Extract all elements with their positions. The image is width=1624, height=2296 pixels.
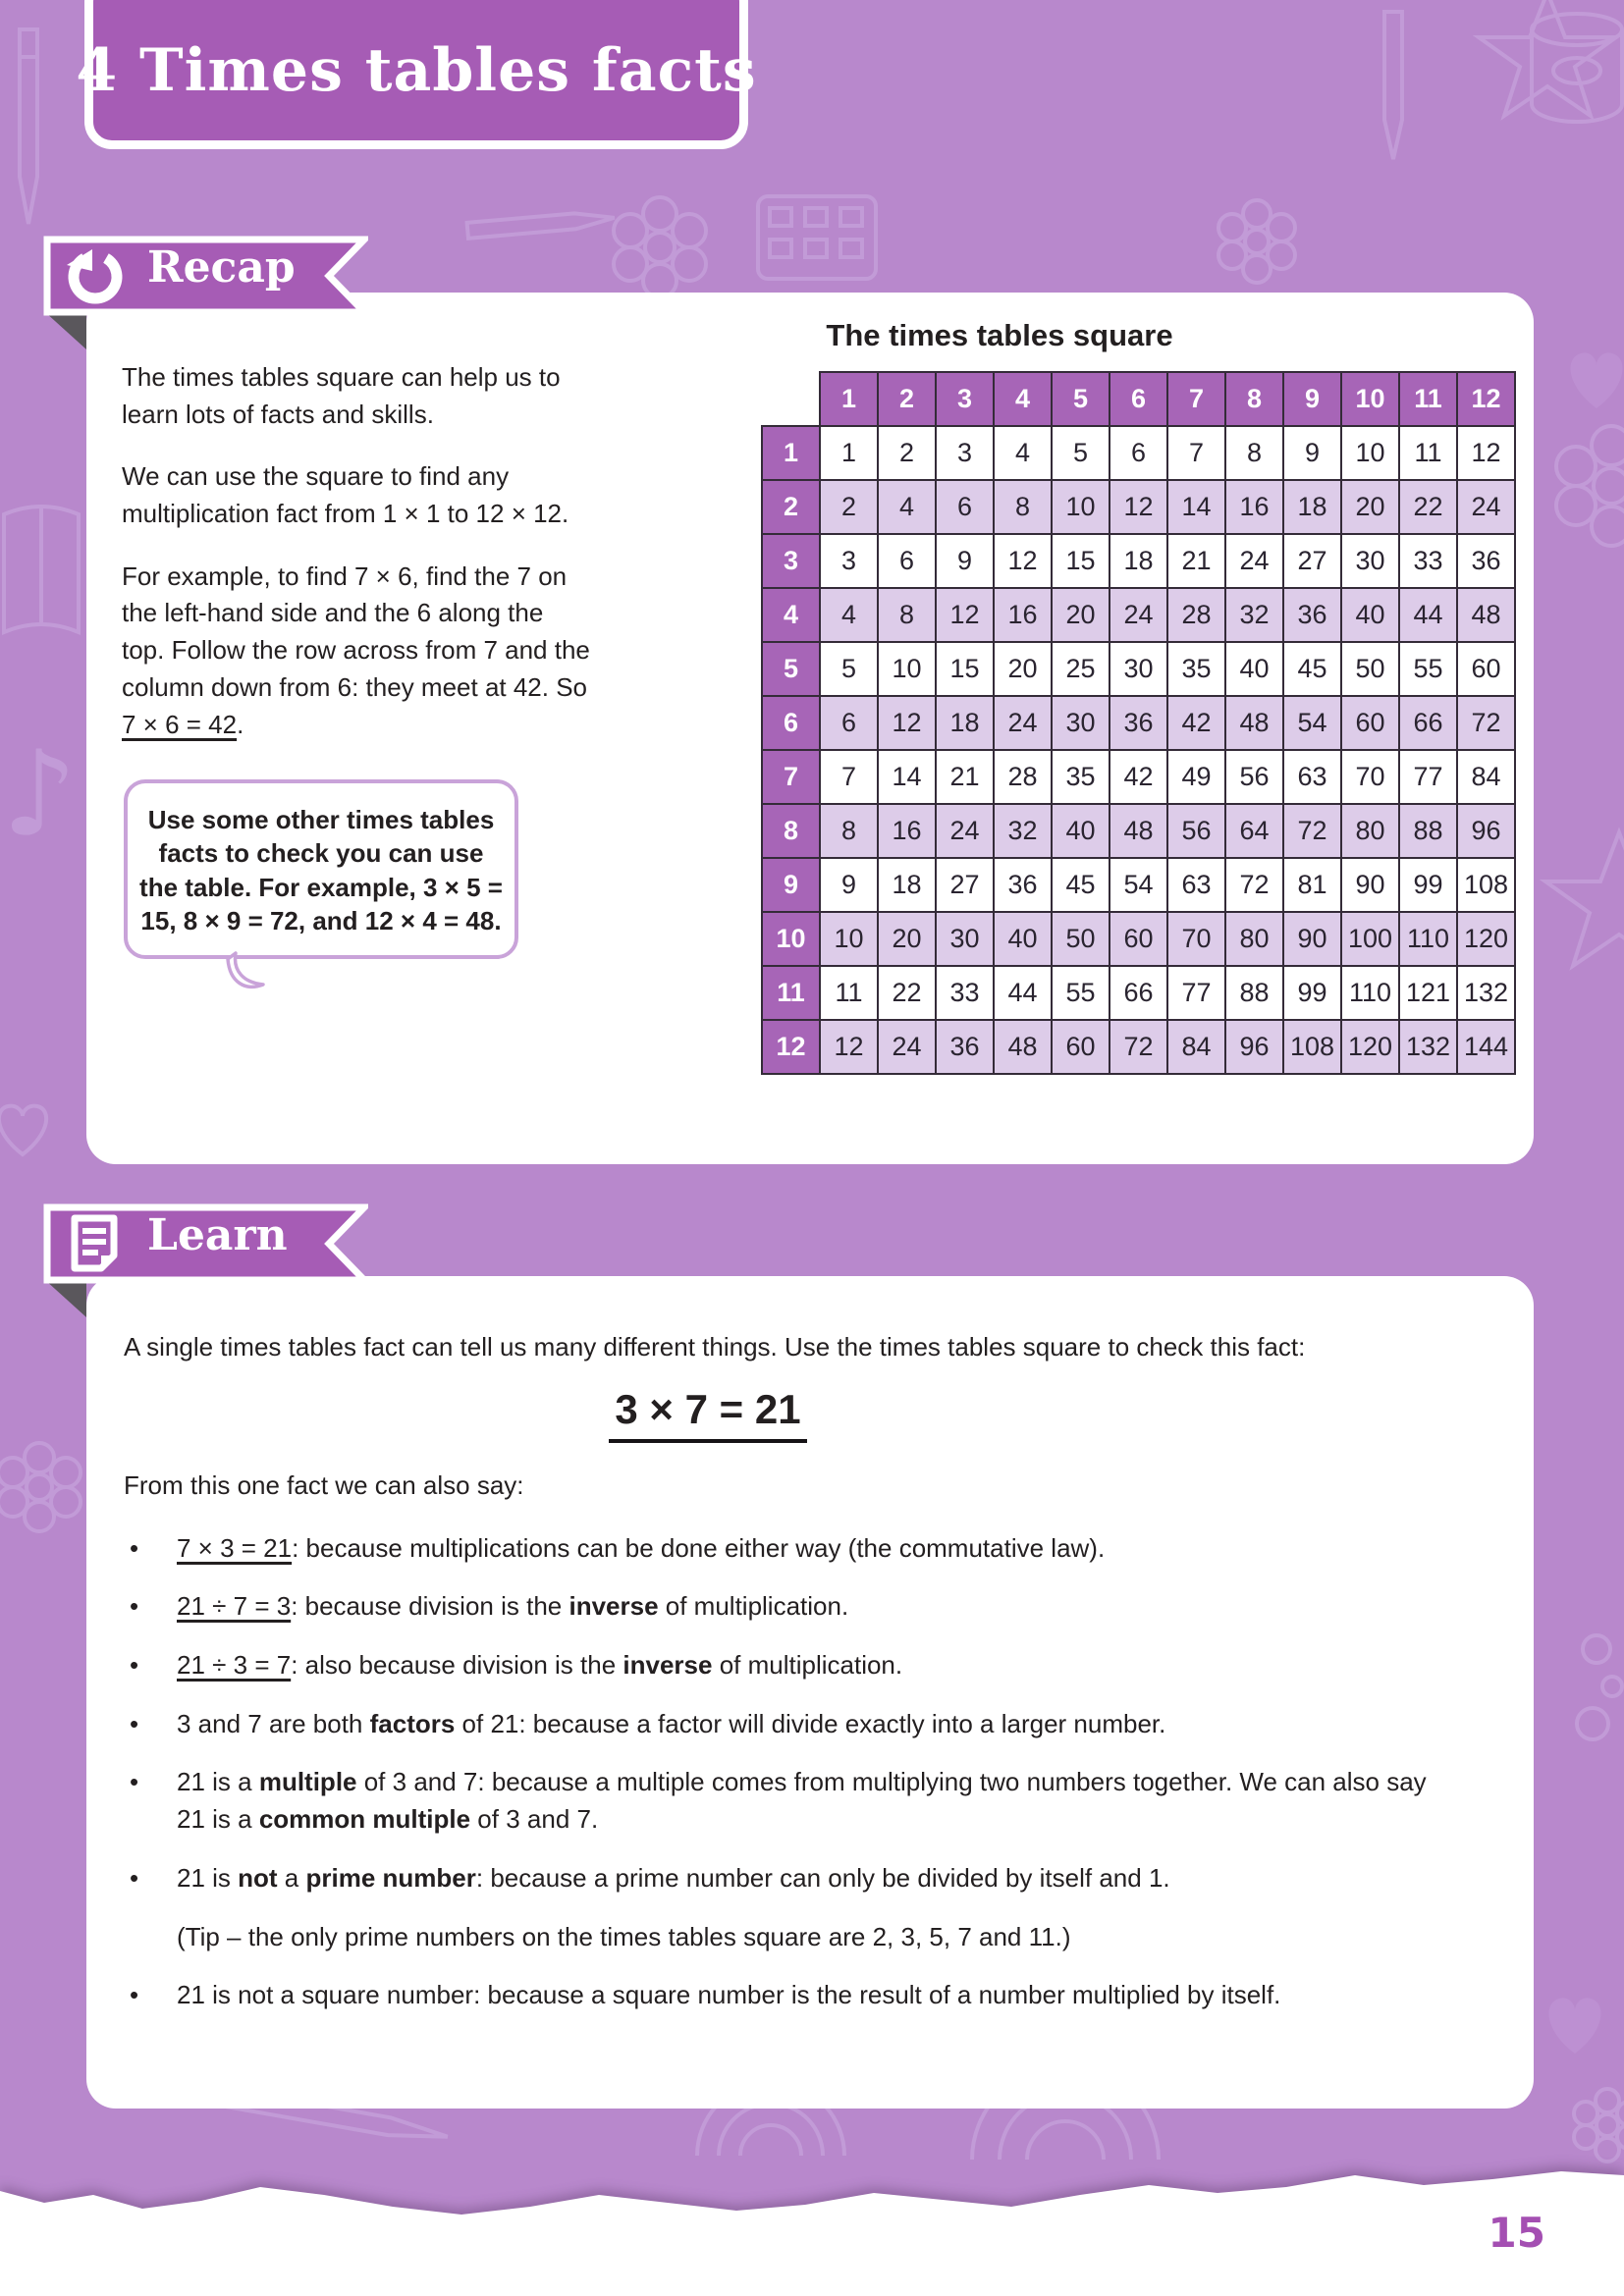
table-cell: 77 — [1399, 750, 1457, 804]
table-cell: 5 — [820, 642, 878, 696]
column-header-cell: 1 — [820, 372, 878, 426]
times-table-title: The times tables square — [826, 318, 1173, 352]
table-row — [762, 426, 1515, 480]
table-cell: 20 — [878, 912, 936, 966]
recap-paragraph: For example, to find 7 × 6, find the 7 on the left-hand side and the 6 along the top. Follow the row across from 7 and the column down from 6: they meet at 42. So 7 × 6 = 42. — [122, 561, 590, 739]
table-cell: 36 — [994, 858, 1052, 912]
learn-card — [86, 1276, 1534, 2109]
table-cell: 56 — [1167, 804, 1225, 858]
table-cell: 30 — [936, 912, 994, 966]
table-cell: 24 — [878, 1020, 936, 1074]
table-cell: 99 — [1283, 966, 1341, 1020]
table-cell: 55 — [1399, 642, 1457, 696]
learn-heading: Learn — [147, 1210, 288, 1260]
star-icon — [1536, 825, 1624, 982]
bubbles-icon — [1569, 1629, 1624, 1767]
table-cell: 60 — [1341, 696, 1399, 750]
bullet-dot: • — [130, 1862, 139, 1893]
table-cell: 70 — [1341, 750, 1399, 804]
corner-cell — [762, 372, 820, 426]
column-header-cell: 4 — [994, 372, 1052, 426]
table-cell: 11 — [1399, 426, 1457, 480]
table-cell: 12 — [878, 696, 936, 750]
table-cell: 132 — [1399, 1020, 1457, 1074]
table-cell: 110 — [1399, 912, 1457, 966]
table-cell: 44 — [1399, 588, 1457, 642]
table-cell: 28 — [1167, 588, 1225, 642]
times-table-header-row — [762, 372, 1515, 426]
table-cell: 30 — [1110, 642, 1167, 696]
table-cell: 81 — [1283, 858, 1341, 912]
table-cell: 20 — [1341, 480, 1399, 534]
recap-ribbon — [43, 236, 368, 316]
table-row — [762, 858, 1515, 912]
learn-bullet: • 21 is not a prime number: because a prime number can only be divided by itself and 1. (Tip – the only prime numbers on the times tables square are 2, 3, 5, 7 and 11.) — [124, 1860, 1494, 1955]
table-cell: 44 — [994, 966, 1052, 1020]
table-cell: 4 — [994, 426, 1052, 480]
recap-card — [86, 293, 1534, 1164]
table-cell: 121 — [1399, 966, 1457, 1020]
times-table-wrap — [761, 371, 1516, 1075]
star-icon — [1469, 0, 1624, 124]
bullet-dot: • — [130, 1591, 139, 1622]
table-cell: 80 — [1341, 804, 1399, 858]
table-cell: 8 — [1225, 426, 1283, 480]
table-cell: 55 — [1052, 966, 1110, 1020]
table-cell: 50 — [1341, 642, 1399, 696]
table-cell: 24 — [936, 804, 994, 858]
column-header-cell: 9 — [1283, 372, 1341, 426]
bullet-dot: • — [130, 1532, 139, 1563]
table-cell: 24 — [1457, 480, 1515, 534]
column-header-cell: 10 — [1341, 372, 1399, 426]
bullet-note: (Tip – the only prime numbers on the times tables square are 2, 3, 5, 7 and 11.) — [177, 1921, 1071, 1951]
row-header-cell: 4 — [762, 588, 820, 642]
music-note-icon: ♪ — [2, 726, 78, 863]
torn-paper-edge — [0, 2144, 1624, 2296]
table-cell: 5 — [1052, 426, 1110, 480]
speech-bubble-tail — [224, 951, 269, 997]
table-cell: 72 — [1225, 858, 1283, 912]
table-cell: 80 — [1225, 912, 1283, 966]
table-cell: 100 — [1341, 912, 1399, 966]
table-cell: 10 — [1341, 426, 1399, 480]
table-cell: 20 — [1052, 588, 1110, 642]
learn-bullet: • 21 ÷ 7 = 3: because division is the inverse of multiplication. — [124, 1588, 1494, 1626]
table-cell: 54 — [1110, 858, 1167, 912]
table-cell: 8 — [994, 480, 1052, 534]
table-cell: 18 — [1110, 534, 1167, 588]
table-cell: 18 — [936, 696, 994, 750]
row-header-cell: 5 — [762, 642, 820, 696]
table-cell: 22 — [1399, 480, 1457, 534]
learn-bullet: • 21 ÷ 3 = 7: also because division is the inverse of multiplication. — [124, 1647, 1494, 1684]
table-cell: 40 — [1052, 804, 1110, 858]
table-cell: 84 — [1457, 750, 1515, 804]
book-icon — [0, 491, 90, 658]
table-cell: 25 — [1052, 642, 1110, 696]
table-cell: 45 — [1052, 858, 1110, 912]
row-header-cell: 3 — [762, 534, 820, 588]
table-row — [762, 912, 1515, 966]
column-header-cell: 12 — [1457, 372, 1515, 426]
ribbon-fold — [45, 1280, 86, 1317]
table-row — [762, 642, 1515, 696]
table-cell: 35 — [1167, 642, 1225, 696]
table-cell: 50 — [1052, 912, 1110, 966]
table-cell: 24 — [994, 696, 1052, 750]
table-cell: 11 — [820, 966, 878, 1020]
table-cell: 63 — [1167, 858, 1225, 912]
table-cell: 14 — [878, 750, 936, 804]
table-cell: 16 — [994, 588, 1052, 642]
table-cell: 48 — [994, 1020, 1052, 1074]
table-cell: 3 — [820, 534, 878, 588]
calculator-icon — [754, 192, 882, 283]
table-cell: 72 — [1457, 696, 1515, 750]
table-cell: 2 — [878, 426, 936, 480]
table-cell: 28 — [994, 750, 1052, 804]
row-header-cell: 12 — [762, 1020, 820, 1074]
table-cell: 108 — [1283, 1020, 1341, 1074]
times-table — [761, 371, 1516, 1075]
column-header-cell: 6 — [1110, 372, 1167, 426]
table-cell: 42 — [1110, 750, 1167, 804]
table-cell: 7 — [1167, 426, 1225, 480]
flower-icon — [601, 188, 719, 306]
row-header-cell: 11 — [762, 966, 820, 1020]
table-cell: 70 — [1167, 912, 1225, 966]
table-cell: 9 — [1283, 426, 1341, 480]
column-header-cell: 8 — [1225, 372, 1283, 426]
table-cell: 48 — [1457, 588, 1515, 642]
learn-intro: A single times tables fact can tell us many different things. Use the times tables square to check this fact: — [124, 1332, 1306, 1362]
table-cell: 15 — [1052, 534, 1110, 588]
table-row — [762, 804, 1515, 858]
table-cell: 12 — [1457, 426, 1515, 480]
table-cell: 56 — [1225, 750, 1283, 804]
flower-icon — [1538, 412, 1624, 560]
table-cell: 1 — [820, 426, 878, 480]
table-cell: 90 — [1283, 912, 1341, 966]
table-cell: 8 — [820, 804, 878, 858]
column-header-cell: 7 — [1167, 372, 1225, 426]
table-cell: 64 — [1225, 804, 1283, 858]
recap-paragraphs — [122, 359, 591, 769]
table-cell: 12 — [994, 534, 1052, 588]
speech-bubble — [124, 779, 518, 959]
table-cell: 42 — [1167, 696, 1225, 750]
circular-arrow-icon — [63, 245, 126, 311]
learn-lead: From this one fact we can also say: — [124, 1469, 524, 1500]
fact-text: 3 × 7 = 21 — [609, 1386, 806, 1443]
table-cell: 88 — [1399, 804, 1457, 858]
table-cell: 3 — [936, 426, 994, 480]
page-number: 15 — [1488, 2209, 1545, 2257]
table-cell: 88 — [1225, 966, 1283, 1020]
table-cell: 6 — [936, 480, 994, 534]
table-cell: 8 — [878, 588, 936, 642]
table-cell: 45 — [1283, 642, 1341, 696]
bullet-dot: • — [130, 1650, 139, 1681]
table-row — [762, 480, 1515, 534]
table-cell: 36 — [1457, 534, 1515, 588]
column-header-cell: 2 — [878, 372, 936, 426]
table-cell: 6 — [878, 534, 936, 588]
table-cell: 27 — [936, 858, 994, 912]
table-cell: 18 — [878, 858, 936, 912]
table-cell: 15 — [936, 642, 994, 696]
table-cell: 12 — [936, 588, 994, 642]
times-table-body — [762, 426, 1515, 1074]
recap-paragraph: We can use the square to find any multiplication fact from 1 × 1 to 12 × 12. — [122, 461, 569, 529]
pencil-icon — [1371, 4, 1414, 171]
row-header-cell: 6 — [762, 696, 820, 750]
table-cell: 48 — [1110, 804, 1167, 858]
table-cell: 90 — [1341, 858, 1399, 912]
table-cell: 32 — [994, 804, 1052, 858]
page-title-banner — [76, 0, 757, 149]
table-cell: 4 — [878, 480, 936, 534]
table-cell: 40 — [994, 912, 1052, 966]
recap-heading: Recap — [147, 242, 296, 293]
bullet-dot: • — [130, 1708, 139, 1738]
table-cell: 72 — [1283, 804, 1341, 858]
table-cell: 2 — [820, 480, 878, 534]
table-cell: 30 — [1341, 534, 1399, 588]
table-cell: 110 — [1341, 966, 1399, 1020]
table-cell: 49 — [1167, 750, 1225, 804]
table-row — [762, 534, 1515, 588]
learn-ribbon — [43, 1203, 368, 1284]
learn-bullet: • 21 is a multiple of 3 and 7: because a multiple comes from multiplying two numbers together. We can also say 21 is a common multiple of 3 and 7. — [124, 1764, 1494, 1838]
table-cell: 77 — [1167, 966, 1225, 1020]
table-cell: 120 — [1341, 1020, 1399, 1074]
table-cell: 33 — [1399, 534, 1457, 588]
heart-icon — [1538, 1991, 1616, 2061]
table-cell: 63 — [1283, 750, 1341, 804]
table-cell: 14 — [1167, 480, 1225, 534]
table-cell: 108 — [1457, 858, 1515, 912]
table-cell: 16 — [878, 804, 936, 858]
learn-bullet: • 3 and 7 are both factors of 21: because a factor will divide exactly into a larger number. — [124, 1706, 1494, 1743]
table-cell: 60 — [1052, 1020, 1110, 1074]
table-cell: 24 — [1225, 534, 1283, 588]
column-header-cell: 11 — [1399, 372, 1457, 426]
table-cell: 16 — [1225, 480, 1283, 534]
column-header-cell: 5 — [1052, 372, 1110, 426]
table-cell: 7 — [820, 750, 878, 804]
table-cell: 120 — [1457, 912, 1515, 966]
ribbon-fold — [45, 312, 86, 349]
table-cell: 27 — [1283, 534, 1341, 588]
table-cell: 30 — [1052, 696, 1110, 750]
table-row — [762, 750, 1515, 804]
row-header-cell: 8 — [762, 804, 820, 858]
table-cell: 10 — [1052, 480, 1110, 534]
learn-bullet: • 7 × 3 = 21: because multiplications can be done either way (the commutative law). — [124, 1530, 1494, 1568]
table-cell: 12 — [820, 1020, 878, 1074]
table-cell: 144 — [1457, 1020, 1515, 1074]
row-header-cell: 1 — [762, 426, 820, 480]
table-cell: 66 — [1110, 966, 1167, 1020]
table-cell: 6 — [820, 696, 878, 750]
table-cell: 99 — [1399, 858, 1457, 912]
row-header-cell: 9 — [762, 858, 820, 912]
learn-fact — [124, 1386, 1292, 1443]
table-cell: 24 — [1110, 588, 1167, 642]
learn-bullet: • 21 is not a square number: because a square number is the result of a number multiplied by itself. — [124, 1977, 1494, 2014]
table-cell: 9 — [820, 858, 878, 912]
table-cell: 18 — [1283, 480, 1341, 534]
table-cell: 33 — [936, 966, 994, 1020]
table-row — [762, 588, 1515, 642]
table-cell: 20 — [994, 642, 1052, 696]
table-cell: 96 — [1457, 804, 1515, 858]
pencil-icon — [6, 18, 49, 243]
row-header-cell: 2 — [762, 480, 820, 534]
table-cell: 48 — [1225, 696, 1283, 750]
table-cell: 60 — [1110, 912, 1167, 966]
table-cell: 54 — [1283, 696, 1341, 750]
table-cell: 22 — [878, 966, 936, 1020]
table-cell: 40 — [1225, 642, 1283, 696]
notepad-icon — [67, 1212, 122, 1280]
table-row — [762, 966, 1515, 1020]
bullet-dot: • — [130, 1980, 139, 2010]
table-cell: 60 — [1457, 642, 1515, 696]
table-cell: 72 — [1110, 1020, 1167, 1074]
table-cell: 10 — [878, 642, 936, 696]
row-header-cell: 10 — [762, 912, 820, 966]
flower-icon — [1208, 192, 1306, 291]
table-cell: 21 — [1167, 534, 1225, 588]
table-cell: 84 — [1167, 1020, 1225, 1074]
table-cell: 132 — [1457, 966, 1515, 1020]
heart-icon — [1559, 346, 1624, 416]
column-header-cell: 3 — [936, 372, 994, 426]
bullet-dot: • — [130, 1767, 139, 1797]
table-cell: 35 — [1052, 750, 1110, 804]
recap-paragraph: The times tables square can help us to learn lots of facts and skills. — [122, 362, 561, 429]
page-title: 4 Times tables facts — [76, 36, 757, 105]
table-cell: 32 — [1225, 588, 1283, 642]
table-cell: 10 — [820, 912, 878, 966]
table-cell: 12 — [1110, 480, 1167, 534]
table-cell: 96 — [1225, 1020, 1283, 1074]
table-cell: 36 — [1283, 588, 1341, 642]
learn-bullets — [124, 1530, 1494, 2014]
row-header-cell: 7 — [762, 750, 820, 804]
table-cell: 4 — [820, 588, 878, 642]
table-cell: 40 — [1341, 588, 1399, 642]
table-cell: 36 — [936, 1020, 994, 1074]
table-cell: 21 — [936, 750, 994, 804]
heart-icon — [0, 1099, 59, 1162]
table-cell: 66 — [1399, 696, 1457, 750]
table-row — [762, 1020, 1515, 1074]
table-cell: 6 — [1110, 426, 1167, 480]
table-cell: 36 — [1110, 696, 1167, 750]
table-row — [762, 696, 1515, 750]
speech-bubble-text: Use some other times tables facts to check you can use the table. For example, 3 × 5 = 15, 8 × 9 = 72, and 12 × 4 = 48. — [139, 805, 503, 935]
table-cell: 9 — [936, 534, 994, 588]
